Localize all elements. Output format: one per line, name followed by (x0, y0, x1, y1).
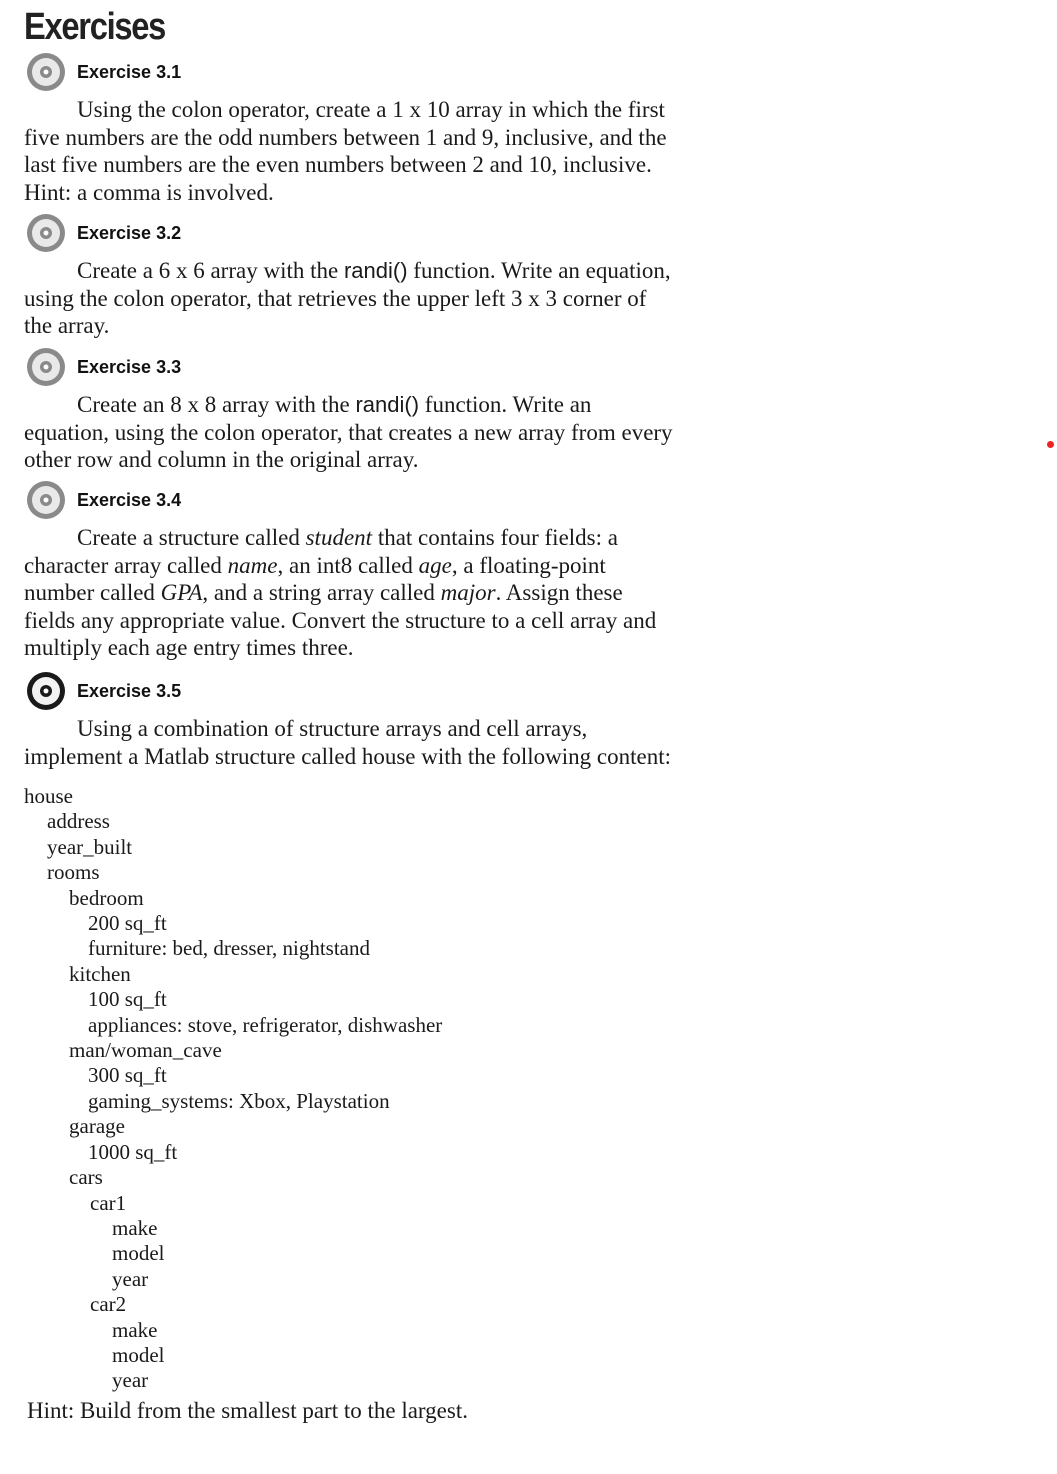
tree-node: car2 (90, 1292, 127, 1317)
exercise-label: Exercise 3.2 (77, 222, 182, 243)
exercise-3-3-text: Create an 8 x 8 array with the randi() function. Write an equation, using the colon operator, that creates a new array from every other row and column in the original array. (24, 392, 673, 472)
tree-node: year (112, 1368, 149, 1393)
tree-node: 100 sq_ft (88, 987, 167, 1012)
tree-node: 300 sq_ft (88, 1063, 167, 1088)
house-structure-tree (24, 784, 442, 1394)
gear-icon (24, 50, 68, 94)
tree-node: gaming_systems: Xbox, Playstation (88, 1088, 390, 1113)
code-randi: randi() (355, 392, 420, 417)
tree-node: bedroom (69, 885, 144, 910)
tree-node: furniture: bed, dresser, nightstand (88, 936, 371, 961)
tree-node: year (112, 1266, 149, 1291)
tree-node: appliances: stove, refrigerator, dishwasher (88, 1012, 443, 1037)
exercise-3-2-text: Create a 6 x 6 array with the randi() function. Write an equation, using the colon operator, that retrieves the upper left 3 x 3 corner of the array. (24, 258, 671, 338)
hint-text: Hint: Build from the smallest part to the largest. (27, 1398, 468, 1423)
exercise-3-1-header (24, 50, 181, 94)
exercise-label: Exercise 3.1 (77, 61, 182, 82)
red-marker-dot (1047, 441, 1054, 448)
tree-node: make (112, 1317, 158, 1342)
exercise-label: Exercise 3.4 (77, 489, 182, 510)
exercise-3-5-text: Using a combination of structure arrays and cell arrays, implement a Matlab structure called house with the following content: (24, 716, 672, 769)
tree-node: car1 (90, 1190, 127, 1215)
exercise-label: Exercise 3.3 (77, 356, 182, 377)
code-randi: randi() (343, 258, 408, 283)
tree-node: year_built (47, 834, 133, 859)
tree-node: model (112, 1342, 165, 1367)
exercise-3-3-header (24, 345, 181, 389)
gear-icon (24, 669, 68, 713)
tree-node: house (24, 784, 73, 808)
gear-icon (24, 345, 68, 389)
tree-node: model (112, 1241, 165, 1266)
tree-node: kitchen (69, 961, 131, 986)
exercise-3-4-header (24, 478, 181, 522)
tree-node: 1000 sq_ft (88, 1139, 178, 1164)
tree-node: garage (69, 1114, 125, 1139)
page-title: Exercises (24, 6, 166, 48)
tree-node: rooms (47, 860, 100, 885)
tree-node: address (47, 809, 110, 834)
exercise-3-5-header (24, 669, 181, 713)
tree-node: cars (69, 1165, 103, 1190)
exercise-3-4-text: Create a structure called student that contains four fields: a character array called name, an int8 called age, a floating-point number called GPA, and a string array called major. Assign these fields any appropriate value. Convert the structure to a cell array and multiply each age entry times three. (24, 525, 657, 660)
tree-node: make (112, 1215, 158, 1240)
tree-node: 200 sq_ft (88, 911, 167, 936)
exercise-3-2-header (24, 211, 181, 255)
exercise-label: Exercise 3.5 (77, 680, 182, 701)
gear-icon (24, 211, 68, 255)
exercise-3-1-text: Using the colon operator, create a 1 x 10 array in which the first five numbers are the odd numbers between 1 and 9, inclusive, and the last five numbers are the even numbers between 2 and 10, inclusive. Hint: a comma is involved. (24, 97, 667, 205)
tree-node: man/woman_cave (69, 1038, 222, 1063)
gear-icon (24, 478, 68, 522)
